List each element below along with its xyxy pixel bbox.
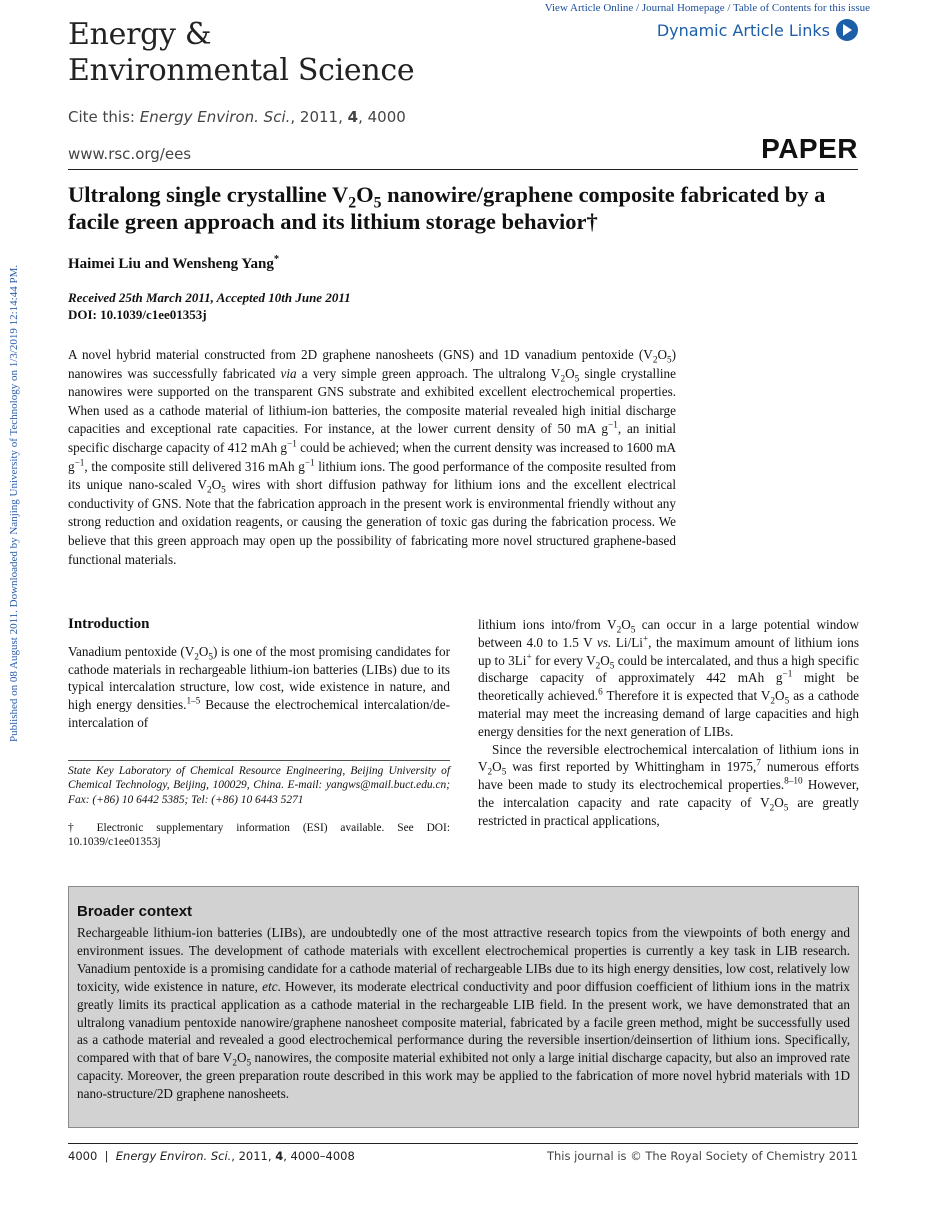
subscript: 5 <box>609 660 615 671</box>
intro-paragraph-2 <box>478 741 859 830</box>
body-text: might be theoretically achieved. <box>478 670 859 704</box>
cite-page: , 4000 <box>358 108 406 126</box>
abstract-text: wires with short diffusion pathway for lithium ions and the excellent electrical conductivity of GNS. Note that the fabrication approach in the present work is environmental friendly without any strong reduction and oxidation reagents, or causing the generation of toxic gas during the fabrication process. We believe that this green approach may open up the possibility of fabricating more novel structured graphene-based functional materials. <box>68 477 676 567</box>
title-part: nanowire/graphene composite fabricated by a facile green approach and its lithium storage behavior† <box>68 182 826 234</box>
cite-year: , 2011, <box>290 108 348 126</box>
superscript: −1 <box>287 438 297 449</box>
abstract <box>68 346 676 569</box>
corresponding-author-mark: * <box>273 254 280 265</box>
subscript: 5 <box>666 354 672 365</box>
article-doi[interactable]: DOI: 10.1039/c1ee01353j <box>68 307 207 322</box>
body-text: O <box>492 759 502 775</box>
abstract-text: , the composite still delivered 316 mAh g <box>84 458 305 474</box>
body-text: lithium ions into/from V <box>478 617 617 632</box>
abstract-text: ) nanowires was successfully fabricated <box>68 347 676 381</box>
author-names: Haimei Liu and Wensheng Yang <box>68 256 274 272</box>
subscript: 5 <box>574 373 580 384</box>
cite-journal: Energy Environ. Sci. <box>139 108 291 126</box>
footer-journal: Energy Environ. Sci. <box>115 1149 232 1163</box>
subscript: 2 <box>770 695 776 706</box>
body-text: numerous efforts have been made to study its electrochemical properties. <box>478 759 859 793</box>
subscript: 5 <box>501 767 507 778</box>
abstract-text: O <box>211 477 222 493</box>
body-text: Since the reversible electrochemical intercalation of lithium ions in V <box>478 741 859 775</box>
abstract-text: , an initial specific discharge capacity of 412 mAh g <box>68 421 676 455</box>
dynamic-article-links[interactable] <box>657 19 858 41</box>
header-rule <box>68 169 858 170</box>
top-links <box>470 2 870 14</box>
body-text: Vanadium pentoxide (V <box>68 643 195 659</box>
left-column <box>68 616 450 732</box>
title-part: O <box>356 182 374 207</box>
subscript: 5 <box>246 1057 252 1068</box>
abstract-text: a very simple green approach. The ultralong V <box>296 365 561 381</box>
abstract-text: O <box>657 347 667 362</box>
superscript: −1 <box>304 457 315 468</box>
subscript: 5 <box>784 695 790 706</box>
journal-title <box>68 17 468 89</box>
body-text: etc <box>262 978 278 994</box>
subscript: 2 <box>232 1057 237 1068</box>
paper-type-label: PAPER <box>761 133 858 164</box>
footer-copyright: This journal is © The Royal Society of Chemistry 2011 <box>546 1149 858 1163</box>
subscript: 2 <box>560 373 566 384</box>
subscript: 2 <box>595 660 601 671</box>
body-text: O <box>621 617 631 632</box>
body-text: O <box>775 688 785 704</box>
abstract-text: A novel hybrid material constructed from 2D graphene nanosheets (GNS) and 1D vanadium pentoxide (V <box>68 347 653 362</box>
title-part: Ultralong single crystalline V <box>68 182 349 207</box>
superscript: −1 <box>74 457 85 468</box>
esi-footnote: † Electronic supplementary information (ESI) available. See DOI: 10.1039/c1ee01353j <box>68 822 450 849</box>
view-article-online-link[interactable]: View Article Online <box>544 2 634 14</box>
body-text: However, the intercalation capacity and rate capacity of V <box>478 777 859 810</box>
subscript: 2 <box>769 802 775 813</box>
footer-year: , 2011, <box>231 1149 276 1163</box>
body-text: Therefore it is expected that V <box>602 688 771 704</box>
body-text: Rechargeable lithium-ion batteries (LIBs), are undoubtedly one of the most attractive research topics from the viewpoints of both energy and environment issues. The development of cathode materials with excellent electrochemical properties is currently a key task in LIB research. Vanadium pentoxide is a promising candidate for a cathode material of rechargeable LIBs due to its high energy densities, low cost, relatively low toxicity, wide existence in nature, <box>77 925 850 994</box>
cite-line <box>68 108 406 126</box>
footer-pages: , 4000–4008 <box>283 1149 355 1163</box>
body-text: could be intercalated, and thus a high specific discharge capacity of approximately 442 mAh g <box>478 652 859 686</box>
footer-volume: 4 <box>275 1149 284 1163</box>
download-side-note: Published on 08 August 2011. Downloaded by Nanjing University of Technology on 1/3/2019 12:14:44 PM. <box>8 264 20 742</box>
link-separator: / <box>633 2 642 14</box>
abstract-text: could be achieved; when the current density was increased to 1600 mA g <box>68 439 676 474</box>
body-text: O <box>774 794 784 810</box>
abstract-text: via <box>280 365 297 381</box>
body-text: O <box>236 1050 247 1066</box>
broader-context-text <box>77 924 850 1103</box>
body-text: can occur in a large potential window between 4.0 to 1.5 V <box>478 617 859 650</box>
body-text: O <box>198 643 209 659</box>
cite-prefix: Cite this: <box>68 108 140 126</box>
citation-ref[interactable]: 6 <box>598 686 603 697</box>
body-text: ) is one of the most promising candidates for cathode materials in rechargeable lithium-ion batteries (LIBs) due to its typical intercalation structure, low cost, wide existence in nature, and high energy densities. <box>68 643 450 713</box>
body-text: vs. <box>596 634 612 650</box>
subscript: 5 <box>208 651 214 662</box>
play-arrow-icon[interactable] <box>836 19 858 41</box>
broader-context-box <box>68 886 859 1128</box>
subscript: 2 <box>194 651 199 662</box>
footnote-rule <box>68 760 450 761</box>
subscript: 2 <box>652 354 658 365</box>
introduction-heading: Introduction <box>68 616 150 632</box>
footer-rule <box>68 1143 858 1144</box>
footer-separator: | <box>97 1149 116 1163</box>
subscript: 2 <box>616 624 622 635</box>
journal-url[interactable]: www.rsc.org/ees <box>68 145 192 163</box>
body-text: as a cathode material may meet the increasing demand of large capacities and high energy densities for the next generation of LIBs. <box>478 688 860 739</box>
dynamic-links-label[interactable]: Dynamic Article Links <box>656 20 830 40</box>
authors <box>68 256 279 273</box>
abstract-text: O <box>565 365 575 381</box>
superscript: −1 <box>782 669 793 679</box>
citation-ref[interactable]: 7 <box>756 757 761 768</box>
cite-volume: 4 <box>347 108 359 126</box>
superscript: + <box>526 651 532 662</box>
subscript: 5 <box>630 624 636 635</box>
title-subscript: 5 <box>373 194 382 212</box>
intro-paragraph-1 <box>68 643 450 732</box>
body-text: was first reported by Whittingham in 1975, <box>506 759 757 775</box>
body-text: are greatly restricted in practical applications, <box>478 794 859 828</box>
abstract-text: single crystalline nanowires were supported on the transparent GNS substrate and exhibited excellent electrochemical properties. When used as a cathode material of lithium-ion batteries, the composite material revealed high initial discharge capacities and exceptional rate capacities. For instance, at the lower current density of 50 mA g <box>68 365 676 437</box>
page-number: 4000 <box>68 1149 98 1163</box>
abstract-text: lithium ions. The good performance of the composite resulted from its unique nano-scaled V <box>68 458 677 493</box>
title-subscript: 2 <box>348 194 357 212</box>
right-column <box>478 616 859 830</box>
body-text: O <box>600 652 610 668</box>
superscript: + <box>642 633 649 644</box>
link-separator: / <box>724 2 733 14</box>
body-text: for every V <box>531 652 596 668</box>
superscript: −1 <box>608 419 618 430</box>
table-of-contents-link[interactable]: Table of Contents for this issue <box>732 2 870 14</box>
received-accepted-dates: Received 25th March 2011, Accepted 10th June 2011 <box>68 290 351 305</box>
subscript: 5 <box>783 802 789 813</box>
article-title <box>68 181 868 235</box>
subscript: 5 <box>221 484 226 495</box>
subscript: 2 <box>487 767 493 778</box>
body-text: . However, its moderate electrical conductivity and poor diffusion coefficient of lithium ions in the matrix greatly limits its practical application as a cathode material in the rechargeable LIB field. In the present work, we have demonstrated that an ultralong vanadium pentoxide nanowire/graphene nanosheet composite material, fabricated by a facile green method, might be successfully used as a cathode material and revealed a good electrochemical performance during the reversible insertion/deinsertion of lithium ions. Specifically, compared with that of bare V <box>77 978 850 1066</box>
citation-ref[interactable]: 1–5 <box>186 695 201 706</box>
journal-title-line1: Energy & <box>68 17 212 52</box>
affiliation-footnote: State Key Laboratory of Chemical Resource Engineering, Beijing University of Chemical Technology, Beijing, 100029, China. E-mail: yangws@mail.buct.edu.cn; Fax: (+86) 10 6442 5385; Tel: (+86) 10 6443 5271 <box>68 765 450 806</box>
journal-homepage-link[interactable]: Journal Homepage <box>641 2 725 14</box>
subscript: 2 <box>206 484 212 495</box>
footer-citation <box>68 1149 355 1163</box>
body-text: Because the electrochemical intercalation/de-intercalation of <box>68 697 450 730</box>
broader-context-heading: Broader context <box>77 903 193 920</box>
intro-paragraph-1-cont <box>478 616 859 741</box>
body-text: Li/Li <box>611 634 643 650</box>
body-text: , the maximum amount of lithium ions up to 3Li <box>478 634 859 668</box>
journal-title-line2: Environmental Science <box>68 53 415 88</box>
citation-ref[interactable]: 8–10 <box>784 775 803 786</box>
body-text: nanowires, the composite material exhibited not only a large initial discharge capacity, but also an improved rate capacity. Moreover, the green preparation route described in this work may be applied to the fabrication of more novel hybrid materials with 1D nano-structure/2D graphene nanosheets. <box>77 1050 850 1102</box>
